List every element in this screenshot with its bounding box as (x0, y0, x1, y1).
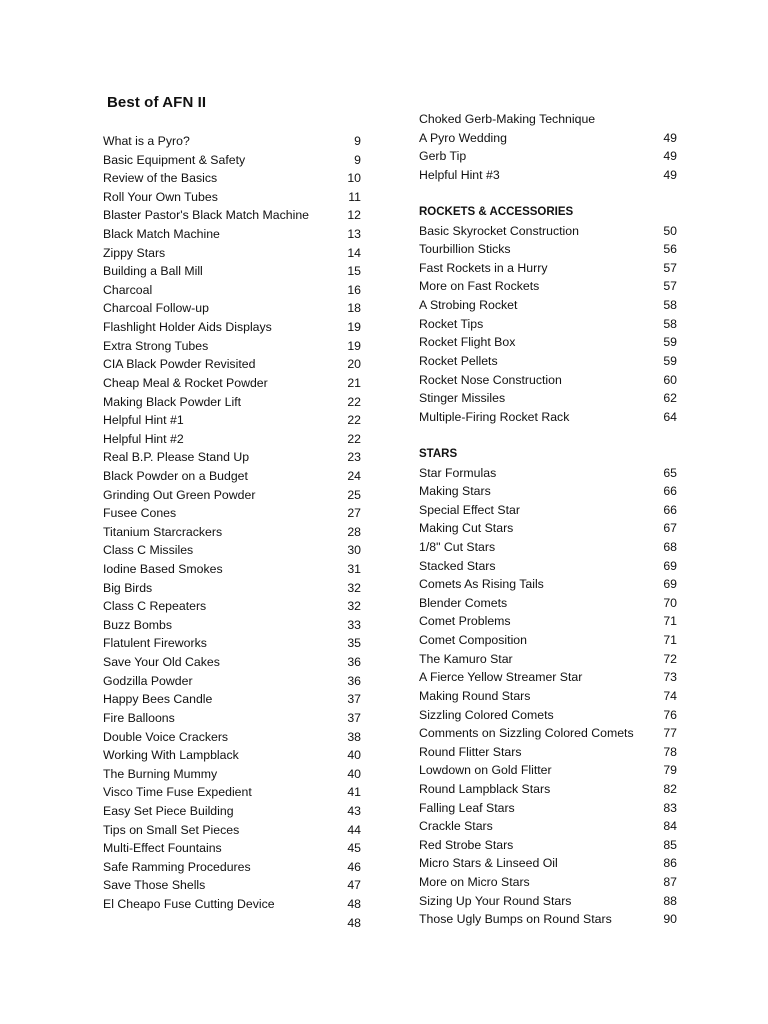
toc-entry-title: Fast Rockets in a Hurry (419, 260, 548, 275)
toc-entry-title: Rocket Tips (419, 316, 484, 331)
toc-entry (419, 408, 681, 427)
section-heading (419, 203, 681, 222)
toc-entry-title: Buzz Bombs (103, 617, 173, 632)
toc-entry-title: A Pyro Wedding (419, 130, 507, 145)
toc-entry-title: The Burning Mummy (103, 766, 218, 781)
toc-entry (103, 783, 365, 802)
toc-entry-page: 64 (663, 409, 677, 424)
toc-entry (419, 371, 681, 390)
toc-entry-title: Real B.P. Please Stand Up (103, 450, 250, 465)
toc-entry (419, 259, 681, 278)
toc-entry-title: Fusee Cones (103, 506, 177, 521)
toc-entry-page: 48 (347, 915, 361, 930)
toc-entry-title: Making Round Stars (419, 688, 531, 703)
toc-entry-title: Helpful Hint #1 (103, 413, 184, 428)
toc-entry-page: 78 (663, 744, 677, 759)
toc-entry-page: 82 (663, 781, 677, 796)
toc-entry-page: 19 (347, 320, 361, 335)
toc-entry-page: 46 (347, 859, 361, 874)
toc-entry-title: Black Match Machine (103, 227, 220, 242)
toc-entry (103, 672, 365, 691)
toc-entry (419, 910, 681, 929)
toc-left-column (103, 132, 365, 932)
toc-entry-page: 74 (663, 688, 677, 703)
toc-entry-page: 65 (663, 465, 677, 480)
toc-entry-page: 27 (347, 506, 361, 521)
toc-entry (103, 374, 365, 393)
toc-entry-page: 58 (663, 316, 677, 331)
toc-entry-title: Fire Balloons (103, 710, 175, 725)
toc-entry (419, 110, 681, 129)
toc-entry-title: CIA Black Powder Revisited (103, 357, 256, 372)
toc-entry-page: 43 (347, 803, 361, 818)
toc-entry-title: Godzilla Powder (103, 673, 193, 688)
toc-entry-page: 71 (663, 633, 677, 648)
toc-entry-page: 69 (663, 558, 677, 573)
toc-entry-title: Multi-Effect Fountains (103, 841, 222, 856)
toc-entry-page: 87 (663, 874, 677, 889)
section-heading (419, 445, 681, 464)
toc-entry-page: 24 (347, 468, 361, 483)
toc-entry (419, 222, 681, 241)
toc-entry (103, 151, 365, 170)
toc-entry-title: Roll Your Own Tubes (103, 189, 218, 204)
toc-entry (103, 299, 365, 318)
toc-entry-page: 22 (347, 431, 361, 446)
toc-entry-title: Flatulent Fireworks (103, 636, 207, 651)
toc-entry (103, 430, 365, 449)
toc-entry-title: Blaster Pastor's Black Match Machine (103, 208, 310, 223)
toc-entry (103, 653, 365, 672)
toc-entry (419, 389, 681, 408)
toc-entry-title: Grinding Out Green Powder (103, 487, 256, 502)
toc-entry-title: Crackle Stars (419, 819, 493, 834)
toc-entry (419, 706, 681, 725)
toc-entry (419, 631, 681, 650)
toc-entry (419, 352, 681, 371)
toc-entry-page: 28 (347, 524, 361, 539)
toc-entry (419, 612, 681, 631)
toc-entry (419, 761, 681, 780)
toc-entry-page: 36 (347, 673, 361, 688)
toc-entry (103, 169, 365, 188)
toc-entry-page: 59 (663, 353, 677, 368)
toc-entry (103, 337, 365, 356)
toc-entry-page: 40 (347, 766, 361, 781)
toc-entry-page: 40 (347, 748, 361, 763)
toc-entry-title: El Cheapo Fuse Cutting Device (103, 896, 275, 911)
toc-entry-page: 22 (347, 413, 361, 428)
toc-entry-title: Safe Ramming Procedures (103, 859, 251, 874)
toc-entry-page: 10 (347, 171, 361, 186)
toc-entry-page: 72 (663, 651, 677, 666)
toc-entry-page: 9 (354, 152, 361, 167)
toc-entry-title: Building a Ball Mill (103, 264, 203, 279)
document-title: Best of AFN II (107, 94, 207, 111)
toc-entry-title: A Strobing Rocket (419, 298, 518, 313)
toc-entry-page: 20 (347, 357, 361, 372)
toc-entry-page: 83 (663, 800, 677, 815)
toc-entry-page: 18 (347, 301, 361, 316)
toc-entry (419, 836, 681, 855)
toc-entry-title: Multiple-Firing Rocket Rack (419, 409, 570, 424)
toc-entry (103, 914, 365, 933)
toc-entry-page: 57 (663, 279, 677, 294)
toc-entry (419, 687, 681, 706)
toc-right-column (419, 110, 681, 929)
toc-entry-page: 79 (663, 763, 677, 778)
toc-entry (419, 240, 681, 259)
toc-entry-page: 44 (347, 822, 361, 837)
toc-entry (103, 318, 365, 337)
toc-entry-title: Tips on Small Set Pieces (103, 822, 240, 837)
toc-entry-title: Save Your Old Cakes (103, 655, 220, 670)
toc-entry-page: 14 (347, 245, 361, 260)
toc-entry-title: The Kamuro Star (419, 651, 513, 666)
toc-entry (103, 802, 365, 821)
toc-entry (419, 799, 681, 818)
toc-entry-title: Comments on Sizzling Colored Comets (419, 726, 634, 741)
toc-entry (419, 538, 681, 557)
toc-entry-title: Titanium Starcrackers (103, 524, 223, 539)
toc-entry-title: Stinger Missiles (419, 391, 506, 406)
toc-entry-page: 62 (663, 391, 677, 406)
toc-entry-title: Round Flitter Stars (419, 744, 522, 759)
toc-entry-page: 41 (347, 785, 361, 800)
toc-entry (419, 575, 681, 594)
toc-entry-page: 48 (347, 896, 361, 911)
toc-entry-title: Double Voice Crackers (103, 729, 229, 744)
toc-entry-title: Basic Skyrocket Construction (419, 223, 579, 238)
toc-entry (419, 129, 681, 148)
toc-entry-page: 85 (663, 837, 677, 852)
toc-entry (103, 728, 365, 747)
toc-entry (419, 519, 681, 538)
toc-entry-page: 66 (663, 484, 677, 499)
toc-entry-title: Micro Stars & Linseed Oil (419, 856, 558, 871)
toc-entry-page: 68 (663, 540, 677, 555)
toc-entry-page: 38 (347, 729, 361, 744)
toc-entry-title: Class C Repeaters (103, 599, 207, 614)
toc-entry (103, 486, 365, 505)
toc-entry-page: 30 (347, 543, 361, 558)
toc-entry-title: Sizing Up Your Round Stars (419, 893, 572, 908)
toc-entry (103, 876, 365, 895)
toc-entry-title: Save Those Shells (103, 878, 206, 893)
toc-entry-page: 50 (663, 223, 677, 238)
toc-entry-page: 59 (663, 335, 677, 350)
toc-entry (419, 668, 681, 687)
toc-entry-page: 70 (663, 595, 677, 610)
toc-entry-title: Class C Missiles (103, 543, 194, 558)
toc-entry-page: 37 (347, 692, 361, 707)
toc-entry (103, 355, 365, 374)
toc-entry-page: 36 (347, 655, 361, 670)
toc-entry (419, 817, 681, 836)
toc-entry (103, 206, 365, 225)
toc-entry (419, 184, 681, 203)
toc-entry-title: More on Micro Stars (419, 874, 530, 889)
toc-entry-title: Extra Strong Tubes (103, 338, 209, 353)
toc-entry-page: 12 (347, 208, 361, 223)
toc-entry-page: 71 (663, 614, 677, 629)
toc-entry-page: 35 (347, 636, 361, 651)
toc-entry (419, 873, 681, 892)
toc-entry (103, 225, 365, 244)
toc-entry (103, 709, 365, 728)
toc-entry (103, 765, 365, 784)
toc-entry (103, 281, 365, 300)
toc-entry-title: Black Powder on a Budget (103, 468, 248, 483)
toc-entry-title: Stacked Stars (419, 558, 496, 573)
toc-entry-title: Basic Equipment & Safety (103, 152, 246, 167)
toc-entry (419, 650, 681, 669)
toc-entry-title: Comet Composition (419, 633, 527, 648)
toc-entry (419, 501, 681, 520)
toc-entry-page: 66 (663, 502, 677, 517)
toc-entry (103, 262, 365, 281)
toc-entry-title: Charcoal Follow-up (103, 301, 209, 316)
toc-entry-title: Rocket Nose Construction (419, 372, 562, 387)
toc-entry (419, 724, 681, 743)
toc-entry (419, 147, 681, 166)
toc-entry (419, 426, 681, 445)
toc-entry-title: Blender Comets (419, 595, 508, 610)
toc-entry-title: Visco Time Fuse Expedient (103, 785, 252, 800)
toc-entry-title: Big Birds (103, 580, 153, 595)
toc-entry-title: Gerb Tip (419, 149, 467, 164)
toc-entry (103, 188, 365, 207)
toc-entry (103, 541, 365, 560)
toc-entry (103, 523, 365, 542)
toc-entry-title: Special Effect Star (419, 502, 520, 517)
toc-entry (103, 634, 365, 653)
toc-entry-title: Making Cut Stars (419, 521, 514, 536)
toc-entry-title: Working With Lampblack (103, 748, 239, 763)
toc-entry (103, 467, 365, 486)
toc-entry-page: 88 (663, 893, 677, 908)
toc-entry-title: Round Lampblack Stars (419, 781, 551, 796)
toc-entry-title: Star Formulas (419, 465, 497, 480)
toc-entry-page: 58 (663, 298, 677, 313)
toc-entry-page: 23 (347, 450, 361, 465)
toc-entry (419, 315, 681, 334)
toc-entry (103, 448, 365, 467)
toc-entry-page: 49 (663, 167, 677, 182)
toc-entry-page: 16 (347, 282, 361, 297)
toc-entry-page: 32 (347, 599, 361, 614)
toc-entry-title: A Fierce Yellow Streamer Star (419, 670, 583, 685)
toc-entry-title: Choked Gerb-Making Technique (419, 112, 596, 126)
toc-entry-page: 31 (347, 562, 361, 577)
toc-entry-page: 9 (354, 134, 361, 148)
toc-entry (103, 560, 365, 579)
toc-entry-page: 57 (663, 260, 677, 275)
toc-entry-title: Iodine Based Smokes (103, 562, 223, 577)
toc-entry (419, 296, 681, 315)
toc-entry-page: 76 (663, 707, 677, 722)
toc-entry (419, 333, 681, 352)
toc-entry-page: 49 (663, 130, 677, 145)
toc-entry (419, 594, 681, 613)
toc-entry (419, 892, 681, 911)
toc-entry-page: 49 (663, 149, 677, 164)
toc-entry-title: What is a Pyro? (103, 134, 190, 148)
toc-entry-page: 60 (663, 372, 677, 387)
toc-entry-title: Red Strobe Stars (419, 837, 514, 852)
toc-entry (103, 579, 365, 598)
toc-entry-page: 84 (663, 819, 677, 834)
toc-entry-title: Cheap Meal & Rocket Powder (103, 375, 268, 390)
toc-entry-page: 86 (663, 856, 677, 871)
section-heading-label: ROCKETS & ACCESSORIES (419, 206, 574, 219)
toc-entry-title: Rocket Flight Box (419, 335, 516, 350)
toc-entry-page: 11 (348, 189, 361, 204)
toc-entry (103, 393, 365, 412)
toc-entry-page: 15 (347, 264, 361, 279)
toc-entry-title: Helpful Hint #3 (419, 167, 500, 182)
toc-entry (103, 411, 365, 430)
toc-entry (103, 504, 365, 523)
section-heading-label: STARS (419, 447, 458, 460)
toc-entry (419, 464, 681, 483)
toc-entry-page: 69 (663, 577, 677, 592)
toc-entry-page: 33 (347, 617, 361, 632)
toc-entry (103, 244, 365, 263)
toc-entry-title: Lowdown on Gold Flitter (419, 763, 552, 778)
toc-entry (103, 821, 365, 840)
toc-entry (103, 839, 365, 858)
toc-entry-page: 32 (347, 580, 361, 595)
toc-entry-title: Falling Leaf Stars (419, 800, 515, 815)
toc-entry-page: 67 (663, 521, 677, 536)
toc-entry (103, 132, 365, 151)
toc-entry-title: 1/8" Cut Stars (419, 540, 496, 555)
toc-entry (103, 858, 365, 877)
toc-entry-page: 73 (663, 670, 677, 685)
toc-entry-title: Rocket Pellets (419, 353, 498, 368)
toc-entry-title: Helpful Hint #2 (103, 431, 184, 446)
toc-entry (103, 597, 365, 616)
toc-entry-page: 21 (347, 375, 361, 390)
toc-entry-page: 37 (347, 710, 361, 725)
toc-entry-title: Those Ugly Bumps on Round Stars (419, 912, 612, 927)
toc-entry-title: Review of the Basics (103, 171, 218, 186)
toc-entry-title: Making Black Powder Lift (103, 394, 242, 409)
toc-entry-page: 90 (663, 912, 677, 927)
toc-entry (103, 746, 365, 765)
toc-entry-page: 25 (347, 487, 361, 502)
toc-entry-title: Tourbillion Sticks (419, 242, 511, 257)
toc-entry-title: Charcoal (103, 282, 153, 297)
toc-entry (419, 557, 681, 576)
toc-entry (103, 690, 365, 709)
toc-entry (419, 482, 681, 501)
toc-entry-page: 45 (347, 841, 361, 856)
toc-entry-page: 77 (663, 726, 677, 741)
toc-entry-title: Flashlight Holder Aids Displays (103, 320, 272, 335)
toc-entry (419, 277, 681, 296)
toc-entry-page: 19 (347, 338, 361, 353)
toc-entry-title: More on Fast Rockets (419, 279, 540, 294)
toc-entry-page: 56 (663, 242, 677, 257)
toc-entry-title: Happy Bees Candle (103, 692, 213, 707)
toc-entry (103, 616, 365, 635)
toc-entry (419, 166, 681, 185)
toc-entry (419, 780, 681, 799)
toc-entry-title: Comet Problems (419, 614, 511, 629)
toc-entry-page: 13 (347, 227, 361, 242)
toc-entry-title: Easy Set Piece Building (103, 803, 234, 818)
toc-entry-title: Sizzling Colored Comets (419, 707, 554, 722)
toc-entry-page: 47 (347, 878, 361, 893)
toc-entry (103, 895, 365, 914)
toc-entry-title: Zippy Stars (103, 245, 166, 260)
toc-entry-title: Making Stars (419, 484, 491, 499)
toc-entry-page: 22 (347, 394, 361, 409)
toc-entry (419, 854, 681, 873)
toc-entry-title: Comets As Rising Tails (419, 577, 544, 592)
toc-entry (419, 743, 681, 762)
